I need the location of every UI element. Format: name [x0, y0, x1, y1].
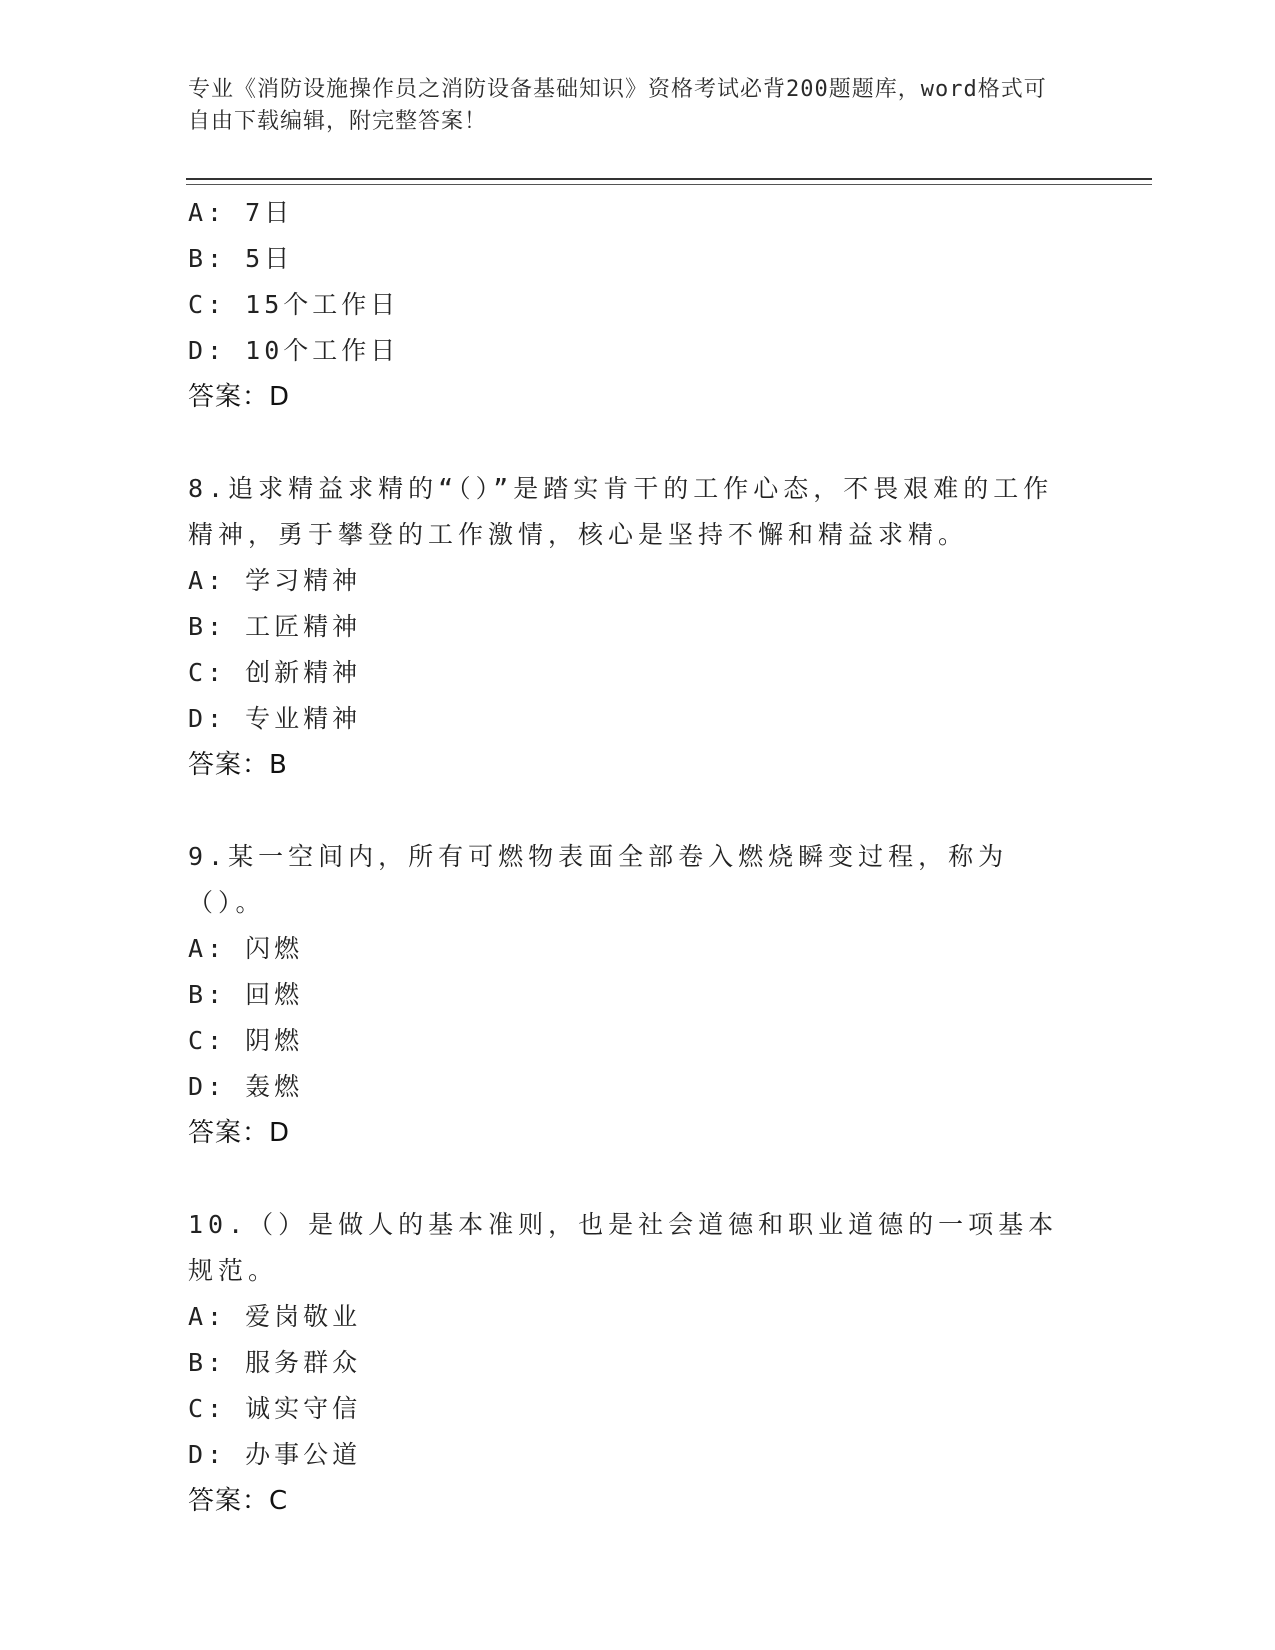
option-d: D: 办事公道 — [188, 1440, 362, 1469]
question-stem: 8.追求精益求精的“（）”是踏实肯干的工作心态，不畏艰难的工作精神，勇于攀登的工作激情，核心是坚持不懈和精益求精。 — [188, 474, 1054, 549]
header-divider-thick — [186, 178, 1152, 180]
answer-line: 答案：B — [188, 750, 288, 780]
option-d: D: 轰燃 — [188, 1072, 304, 1101]
answer-line: 答案：D — [188, 382, 291, 412]
option-c: C: 15个工作日 — [188, 290, 400, 319]
option-c: C: 阴燃 — [188, 1026, 304, 1055]
option-b: B: 回燃 — [188, 980, 304, 1009]
option-b: B: 5日 — [188, 244, 294, 273]
option-b: B: 服务群众 — [188, 1348, 362, 1377]
question-stem: 9.某一空间内，所有可燃物表面全部卷入燃烧瞬变过程，称为（）。 — [188, 842, 1009, 917]
question-block-9 — [188, 834, 1088, 1156]
question-block-8 — [188, 466, 1088, 788]
option-a: A: 闪燃 — [188, 934, 304, 963]
question-spacer — [188, 420, 1088, 466]
header-divider-thin — [186, 184, 1152, 185]
option-c: C: 诚实守信 — [188, 1394, 362, 1423]
question-list — [188, 190, 1088, 1524]
document-header: 专业《消防设施操作员之消防设备基础知识》资格考试必背200题题库，word格式可自由下载编辑，附完整答案！ — [188, 77, 1047, 134]
question-stem: 10.（）是做人的基本准则，也是社会道德和职业道德的一项基本规范。 — [188, 1210, 1059, 1285]
option-a: A: 7日 — [188, 198, 294, 227]
option-c: C: 创新精神 — [188, 658, 362, 687]
option-a: A: 爱岗敬业 — [188, 1302, 362, 1331]
question-block-7 — [188, 190, 1088, 420]
answer-line: 答案：C — [188, 1486, 289, 1516]
option-b: B: 工匠精神 — [188, 612, 362, 641]
option-d: D: 10个工作日 — [188, 336, 400, 365]
question-spacer — [188, 788, 1088, 834]
option-d: D: 专业精神 — [188, 704, 362, 733]
answer-line: 答案：D — [188, 1118, 291, 1148]
question-block-10 — [188, 1202, 1088, 1524]
question-spacer — [188, 1156, 1088, 1202]
option-a: A: 学习精神 — [188, 566, 362, 595]
